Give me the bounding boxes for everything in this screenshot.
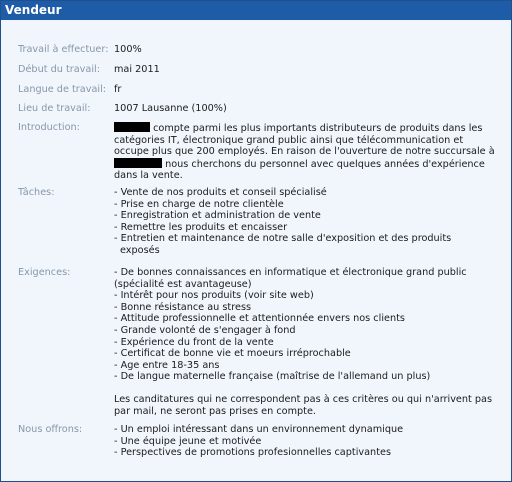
field-value: fr [114,84,122,95]
list-item: - Grande volonté de s'engager à fond [114,324,296,336]
list-item: - Expérience du front de la vente [114,336,274,348]
section-label: Introduction: [18,122,80,133]
list-item: (spécialité est avantageuse) [114,278,252,290]
list-item: - Bonne résistance au stress [114,301,252,313]
field-label: Lieu de travail: [18,103,91,114]
section-label: Exigences: [18,267,71,278]
list-item: - Un emploi intéressant dans un environnement dynamique [114,424,404,435]
list-item: - Attitude professionnelle et attentionnée envers nos clients [114,313,405,325]
list-item: - Intérêt pour nos produits (voir site web) [114,290,314,302]
list-item: - Perspectives de promotions profesionnelles captivantes [114,447,391,459]
field-value: mai 2011 [114,64,160,75]
list-item: - De bonnes connaissances en informatique et électronique grand public [114,267,467,278]
list-item: - Vente de nos produits et conseil spécialisé [114,187,327,198]
redacted-company-name [114,122,150,132]
list-item: - Remettre les produits et encaisser [114,221,288,233]
section-label: Nous offrons: [18,424,83,435]
requirements-content [114,267,499,417]
job-title: Vendeur [1,1,511,20]
list-item: exposés [120,244,160,256]
section-label: Tâches: [18,187,55,198]
tasks-list [114,187,499,257]
list-item: - Prise en charge de notre clientèle [114,198,284,210]
redacted-location [114,158,162,168]
list-item: - De langue maternelle française (maîtrise de l'allemand un plus) [114,371,431,383]
field-value: 100% [114,44,142,55]
list-item: - Certificat de bonne vie et moeurs irréprochable [114,348,351,360]
requirements-list [114,267,499,383]
field-value: 1007 Lausanne (100%) [114,103,227,114]
list-item: - Age entre 18-35 ans [114,359,220,371]
introduction-text: compte parmi les plus importants distributeurs de produits dans les catégories IT, électronique grand public ainsi que télécommunication et occupe plus que 200 employés. En raison de l'ouverture de notre succursale à nous cherchons du personnel avec quelques années d'expérience dans la vente. [114,123,495,182]
field-label: Langue de travail: [18,84,107,95]
application-note: Les canditatures qui ne correspondent pas à ces critères ou qui n'arrivent pas par mail, ne seront pas prises en compte. [114,393,493,417]
field-label: Début du travail: [18,64,100,75]
job-details [1,21,511,481]
field-label: Travail à effectuer: [18,44,109,55]
list-item: - Enregistration et administration de vente [114,210,321,222]
list-item: - Une équipe jeune et motivée [114,435,262,447]
list-item: - Entretien et maintenance de notre salle d'exposition et des produits [114,233,452,245]
offer-list [114,424,499,459]
